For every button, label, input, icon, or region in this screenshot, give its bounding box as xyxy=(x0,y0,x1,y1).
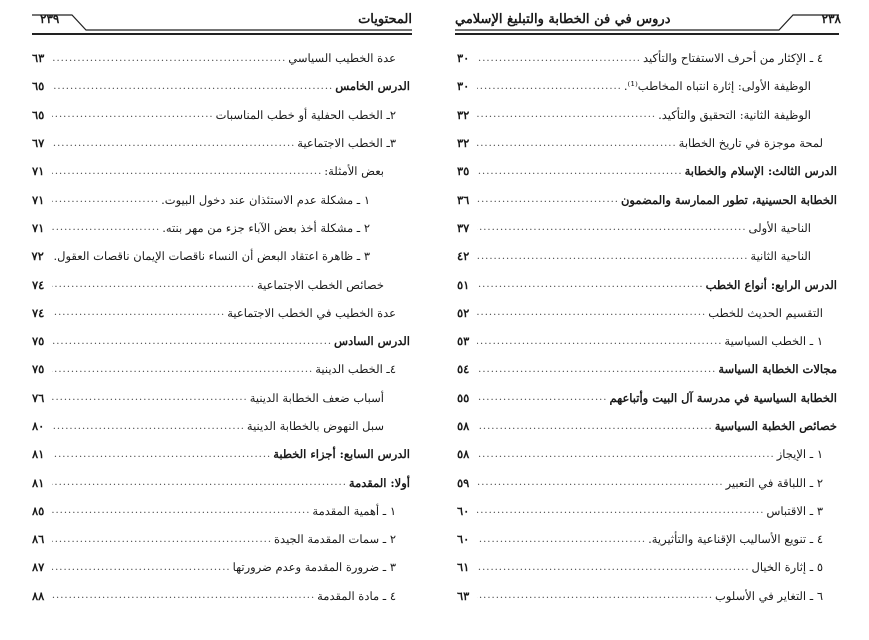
header-rule-decoration xyxy=(30,12,412,36)
table-of-contents xyxy=(32,44,410,610)
toc-entry xyxy=(457,384,837,412)
toc-entry-page-number: ٥٤ xyxy=(457,362,470,377)
toc-entry-title: ٣ ـ ظاهرة اعتقاد البعض أن النساء ناقصات الإيمان ناقصات العقول. xyxy=(53,249,370,264)
toc-entry-page-number: ٥٥ xyxy=(457,390,470,405)
toc-entry xyxy=(32,270,410,298)
dot-leader xyxy=(477,222,747,233)
left-page-header xyxy=(30,12,412,36)
dot-leader xyxy=(477,109,656,120)
toc-entry-title: ٢ـ الخطب الحفلية أو خطب المناسبات xyxy=(215,107,396,122)
toc-entry-title: ٤ـ الخطب الدينية xyxy=(315,362,396,377)
toc-entry-title: ٥ ـ إثارة الخيال xyxy=(751,560,823,575)
dot-leader xyxy=(52,166,322,177)
toc-entry-page-number: ٦٧ xyxy=(32,136,45,151)
toc-entry xyxy=(457,242,837,270)
dot-leader xyxy=(52,53,286,64)
running-header-title: المحتويات xyxy=(358,12,412,27)
dot-leader xyxy=(52,222,160,233)
table-of-contents xyxy=(457,44,837,610)
dot-leader xyxy=(52,534,272,545)
toc-entry xyxy=(457,185,837,213)
toc-entry-title: الوظيفة الأولى: إثارة انتباه المخاطب⁽¹⁾. xyxy=(623,79,811,94)
toc-entry xyxy=(32,582,410,610)
toc-entry-page-number: ٦٠ xyxy=(457,532,470,547)
toc-entry xyxy=(32,440,410,468)
toc-entry xyxy=(457,157,837,185)
toc-entry-title: الناحية الأولى xyxy=(748,220,811,235)
toc-entry-page-number: ٨٦ xyxy=(32,532,45,547)
dot-leader xyxy=(52,449,271,460)
toc-entry-title: الدرس الخامس xyxy=(335,79,410,94)
toc-entry xyxy=(457,299,837,327)
toc-entry-page-number: ٧٥ xyxy=(32,334,45,349)
toc-entry xyxy=(457,497,837,525)
toc-entry-title: الناحية الثانية xyxy=(750,249,811,264)
toc-entry-title: ١ ـ الخطب السياسية xyxy=(724,334,823,349)
dot-leader xyxy=(477,81,622,92)
toc-entry xyxy=(457,412,837,440)
toc-entry-page-number: ٣٧ xyxy=(457,220,470,235)
toc-entry-page-number: ٥٨ xyxy=(457,419,470,433)
dot-leader xyxy=(52,138,295,149)
dot-leader xyxy=(52,81,333,92)
toc-entry-page-number: ٨٨ xyxy=(32,588,45,603)
dot-leader xyxy=(52,279,255,290)
toc-entry-page-number: ٣٠ xyxy=(457,51,470,66)
toc-entry-page-number: ٣٦ xyxy=(457,192,470,207)
toc-entry xyxy=(457,553,837,581)
dot-leader xyxy=(477,590,713,601)
toc-entry-title: خصائص الخطب الاجتماعية xyxy=(256,277,384,292)
toc-entry-title: ٤ ـ تنويع الأساليب الإقناعية والتأثيرية. xyxy=(648,532,823,547)
toc-entry-page-number: ٨٠ xyxy=(32,419,45,433)
toc-entry-page-number: ٨١ xyxy=(32,447,45,462)
toc-entry-page-number: ٧١ xyxy=(32,192,45,207)
dot-leader xyxy=(52,364,313,375)
toc-entry-page-number: ٦٠ xyxy=(457,503,470,518)
toc-entry-title: الوظيفة الثانية: التحقيق والتأكيد. xyxy=(658,107,811,122)
toc-entry-page-number: ٥٩ xyxy=(457,475,470,490)
right-page-header xyxy=(455,12,839,36)
toc-entry-title: سبل النهوض بالخطابة الدينية xyxy=(246,419,384,433)
toc-entry-title: ١ ـ أهمية المقدمة xyxy=(312,503,396,518)
toc-entry-page-number: ٥١ xyxy=(457,277,470,292)
toc-entry xyxy=(32,553,410,581)
dot-leader xyxy=(52,562,231,573)
dot-leader xyxy=(477,251,748,262)
toc-entry-page-number: ٣٢ xyxy=(457,136,470,151)
dot-leader xyxy=(52,336,332,347)
toc-entry-page-number: ٨٥ xyxy=(32,503,45,518)
toc-entry xyxy=(32,412,410,440)
dot-leader xyxy=(477,279,704,290)
toc-entry-page-number: ٥٢ xyxy=(457,305,470,320)
toc-entry-title: الدرس السادس xyxy=(334,334,410,349)
dot-leader xyxy=(477,166,683,177)
toc-entry-page-number: ٧٥ xyxy=(32,362,45,377)
toc-entry-page-number: ٣٠ xyxy=(457,79,470,94)
toc-entry xyxy=(32,129,410,157)
toc-entry-title: ٢ ـ مشكلة أخذ بعض الآباء جزء من مهر بنته. xyxy=(162,220,370,235)
toc-entry-page-number: ٧٦ xyxy=(32,390,45,405)
toc-entry xyxy=(457,468,837,496)
toc-entry-page-number: ٤٢ xyxy=(457,249,470,264)
dot-leader xyxy=(52,590,315,601)
toc-entry-title: ٢ ـ اللباقة في التعبير xyxy=(725,475,823,490)
toc-entry xyxy=(32,157,410,185)
toc-entry-title: مجالات الخطابة السياسة xyxy=(718,362,837,377)
toc-entry-title: التقسيم الحديث للخطب xyxy=(708,305,823,320)
toc-entry xyxy=(32,242,410,270)
toc-entry xyxy=(457,129,837,157)
dot-leader xyxy=(477,336,722,347)
toc-entry xyxy=(32,72,410,100)
toc-entry-page-number: ٥٨ xyxy=(457,447,470,462)
toc-entry xyxy=(457,72,837,100)
toc-entry-title: ٣ ـ الاقتباس xyxy=(766,503,823,518)
toc-entry-page-number: ٧١ xyxy=(32,220,45,235)
dot-leader xyxy=(477,421,713,432)
toc-entry xyxy=(457,101,837,129)
toc-entry-title: عدة الخطيب في الخطب الاجتماعية xyxy=(227,305,396,320)
toc-entry xyxy=(32,101,410,129)
toc-entry-page-number: ٥٣ xyxy=(457,334,470,349)
toc-entry xyxy=(457,270,837,298)
toc-entry-title: ٤ ـ الإكثار من أحرف الاستفتاح والتأكيد xyxy=(642,51,823,66)
toc-entry xyxy=(457,214,837,242)
toc-entry-page-number: ٧٢ xyxy=(31,249,44,264)
toc-entry-page-number: ٧٤ xyxy=(32,277,45,292)
toc-entry xyxy=(32,497,410,525)
toc-entry xyxy=(32,468,410,496)
dot-leader xyxy=(477,449,775,460)
toc-entry-title: أولا: المقدمة xyxy=(348,475,410,490)
right-page xyxy=(435,0,869,640)
toc-entry-title: الدرس الثالث: الإسلام والخطابة xyxy=(684,164,837,179)
toc-entry-title: لمحة موجزة في تاريخ الخطابة xyxy=(678,136,823,151)
toc-entry-title: خصائص الخطبة السياسية xyxy=(714,419,837,433)
dot-leader xyxy=(52,392,248,403)
toc-entry-title: الخطابة الحسينية، تطور الممارسة والمضمون xyxy=(620,192,837,207)
dot-leader xyxy=(477,392,607,403)
dot-leader xyxy=(477,477,724,488)
dot-leader xyxy=(477,562,750,573)
dot-leader xyxy=(52,477,347,488)
toc-entry-title: ٣ ـ ضرورة المقدمة وعدم ضرورتها xyxy=(232,560,396,575)
toc-entry-title: بعض الأمثلة: xyxy=(324,164,384,179)
toc-entry-page-number: ٣٢ xyxy=(457,107,470,122)
toc-entry xyxy=(32,525,410,553)
dot-leader xyxy=(477,534,646,545)
page-number: ٢٣٩ xyxy=(40,12,60,26)
toc-entry-title: ١ ـ الإيجاز xyxy=(776,447,823,462)
dot-leader xyxy=(477,505,764,516)
running-header-title: دروس في فن الخطابة والتبليغ الإسلامي xyxy=(455,12,671,27)
dot-leader xyxy=(52,421,245,432)
dot-leader xyxy=(477,138,677,149)
toc-entry xyxy=(457,582,837,610)
toc-entry-page-number: ٦١ xyxy=(457,560,470,575)
toc-entry-title: عدة الخطيب السياسي xyxy=(288,51,396,66)
toc-entry xyxy=(457,440,837,468)
toc-entry-page-number: ٧١ xyxy=(32,164,45,179)
dot-leader xyxy=(477,194,619,205)
toc-entry xyxy=(32,44,410,72)
toc-entry xyxy=(32,185,410,213)
toc-entry xyxy=(32,214,410,242)
toc-entry-page-number: ٦٥ xyxy=(32,79,45,94)
toc-entry xyxy=(32,327,410,355)
toc-entry-page-number: ٨٧ xyxy=(32,560,45,575)
toc-entry xyxy=(457,355,837,383)
dot-leader xyxy=(477,53,641,64)
dot-leader xyxy=(52,194,159,205)
dot-leader xyxy=(477,364,716,375)
toc-entry xyxy=(32,384,410,412)
dot-leader xyxy=(52,307,225,318)
toc-entry xyxy=(457,327,837,355)
toc-entry-title: أسباب ضعف الخطابة الدينية xyxy=(249,390,384,405)
toc-entry-title: ٦ ـ التغاير في الأسلوب xyxy=(715,588,823,603)
toc-entry-page-number: ٦٣ xyxy=(457,588,470,603)
dot-leader xyxy=(477,307,706,318)
toc-entry-title: الدرس السابع: أجزاء الخطبة xyxy=(273,447,410,462)
toc-entry-page-number: ٨١ xyxy=(32,475,45,490)
dot-leader xyxy=(52,505,310,516)
dot-leader xyxy=(52,109,214,120)
toc-entry-page-number: ٧٤ xyxy=(32,305,45,320)
page-number: ٢٣٨ xyxy=(821,12,841,26)
toc-entry xyxy=(457,525,837,553)
toc-entry-title: الدرس الرابع: أنواع الخطب xyxy=(705,277,837,292)
toc-entry-page-number: ٦٥ xyxy=(32,107,45,122)
toc-entry-page-number: ٦٣ xyxy=(32,51,45,66)
toc-entry-page-number: ٣٥ xyxy=(457,164,470,179)
toc-entry xyxy=(32,355,410,383)
toc-entry-title: ١ ـ مشكلة عدم الاستئذان عند دخول البيوت. xyxy=(161,192,370,207)
toc-entry-title: ٣ـ الخطب الاجتماعية xyxy=(297,136,396,151)
toc-entry-title: ٢ ـ سمات المقدمة الجيدة xyxy=(274,532,396,547)
toc-entry xyxy=(32,299,410,327)
toc-entry-title: ٤ ـ مادة المقدمة xyxy=(317,588,396,603)
toc-entry-title: الخطابة السياسية في مدرسة آل البيت وأتباعهم xyxy=(609,390,837,405)
toc-entry xyxy=(457,44,837,72)
